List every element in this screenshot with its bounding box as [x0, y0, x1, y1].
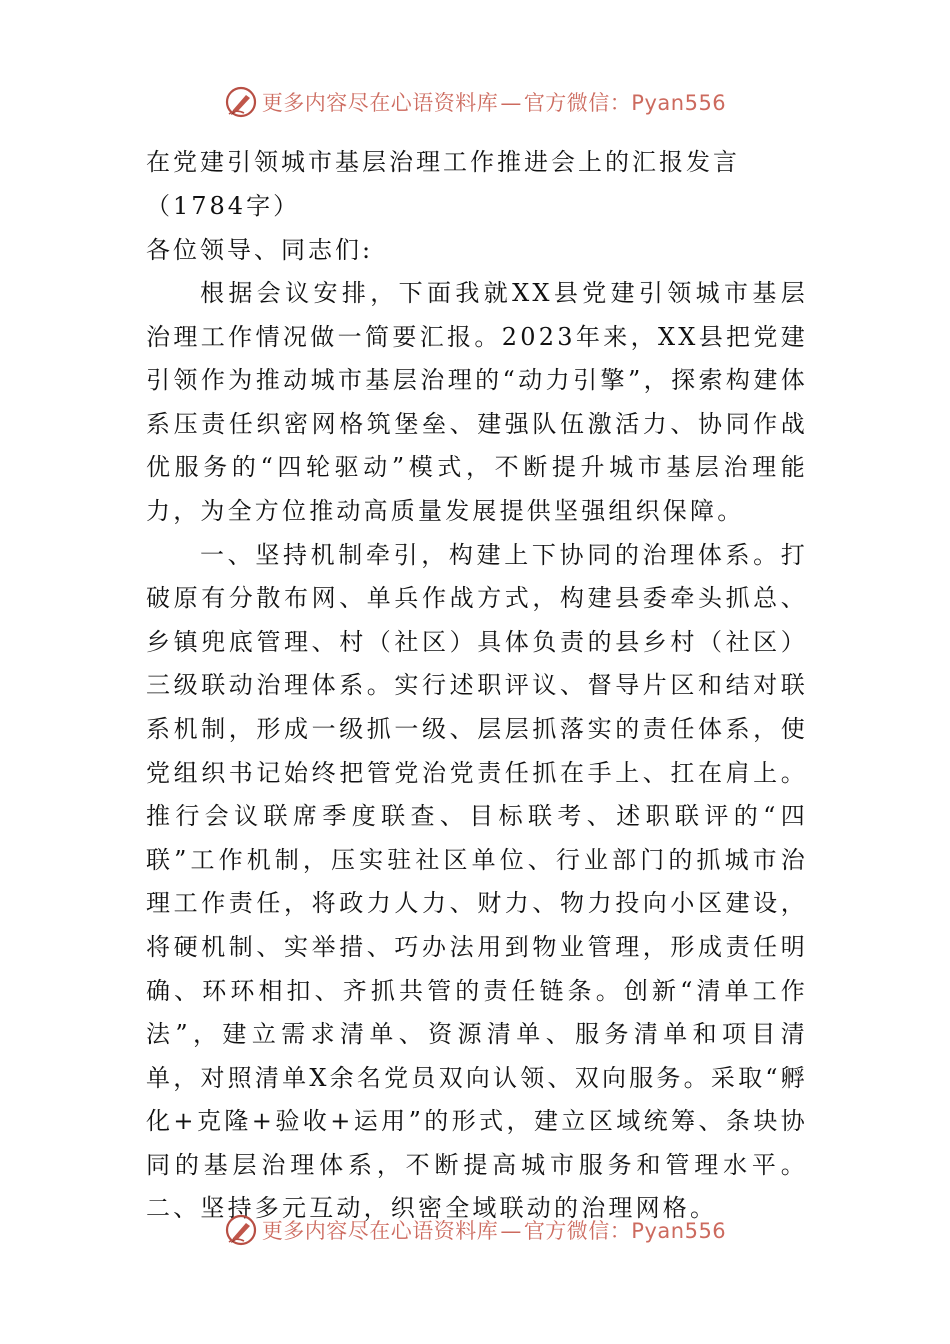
pen-logo-icon: [224, 1213, 258, 1247]
footer-banner: [0, 1210, 950, 1250]
paragraph-intro: 根据会议安排，下面我就XX县党建引领城市基层治理工作情况做一简要汇报。2023年来，XX县把党建引领作为推动城市基层治理的“动力引擎”，探索构建体系压责任织密网格筑堡垒、建强队伍激活力、协同作战优服务的“四轮驱动”模式，不断提升城市基层治理能力，为全方位推动高质量发展提供坚强组织保障。: [146, 279, 808, 525]
header-banner: [0, 82, 950, 122]
paragraph-section-one: 一、坚持机制牵引，构建上下协同的治理体系。打破原有分散布网、单兵作战方式，构建县委牵头抓总、乡镇兜底管理、村（社区）具体负责的县乡村（社区）三级联动治理体系。实行述职评议、督导片区和结对联系机制，形成一级抓一级、层层抓落实的责任体系，使党组织书记始终把管党治党责任抓在手上、扛在肩上。推行会议联席季度联查、目标联考、述职联评的“四联”工作机制，压实驻社区单位、行业部门的抓城市治理工作责任，将政力人力、财力、物力投向小区建设，将硬机制、实举措、巧办法用到物业管理，形成责任明确、环环相扣、齐抓共管的责任链条。创新“清单工作法”，建立需求清单、资源清单、服务清单和项目清单，对照清单X余名党员双向认领、双向服务。采取“孵化+克隆+验收+运用”的形式，建立区域统筹、条块协同的基层治理体系，不断提高城市服务和管理水平。二、坚持多元互动，织密全域联动的治理网格。: [146, 540, 808, 1223]
document-body: [146, 140, 808, 1231]
pen-logo-icon: [224, 85, 258, 119]
header-banner-text: 更多内容尽在心语资料库—官方微信：Pyan556: [261, 91, 727, 115]
footer-banner-text: 更多内容尽在心语资料库—官方微信：Pyan556: [261, 1219, 727, 1243]
salutation: 各位领导、同志们:: [146, 236, 374, 264]
document-title: 在党建引领城市基层治理工作推进会上的汇报发言（1784字）: [146, 148, 740, 220]
